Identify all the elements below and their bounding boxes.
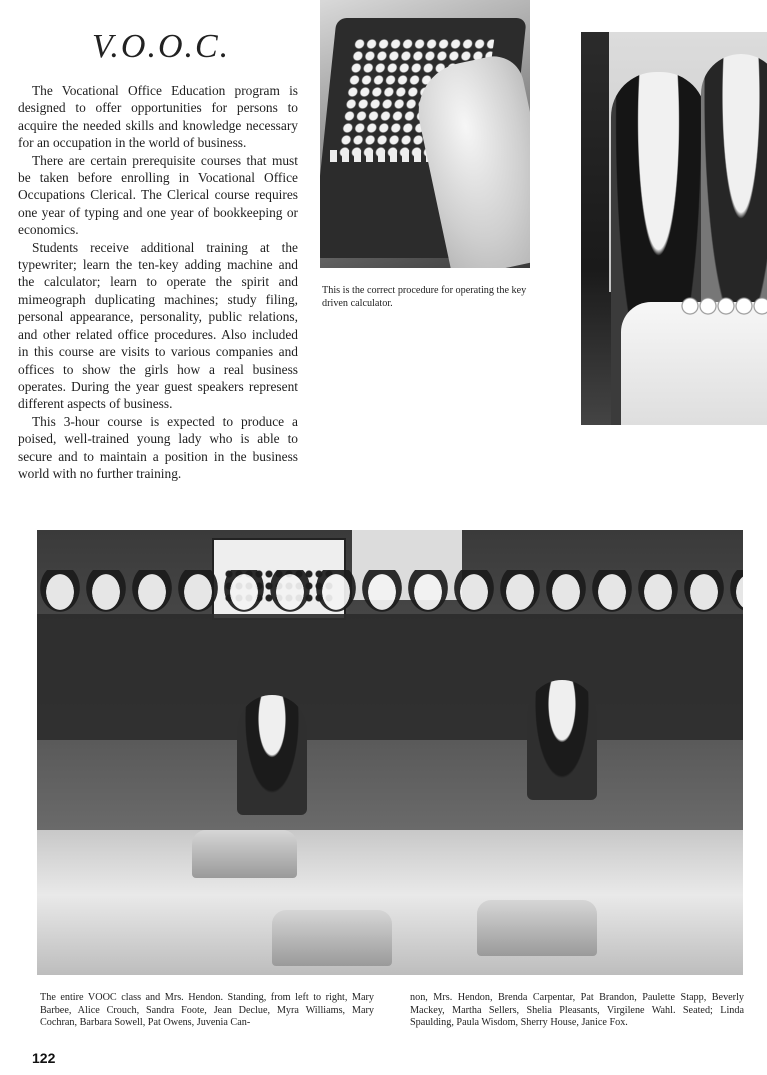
page-number: 122: [32, 1050, 56, 1066]
class-photo-caption: The entire VOOC class and Mrs. Hendon. Standing, from left to right, Mary Barbee, Alice Crouch, Sandra Foote, Jean Declue, Myra Williams, Mary Cochran, Barbara Sowell, Pat Owens, Juvenia Can-: [40, 992, 374, 1029]
typewriter: [477, 900, 597, 956]
tea-party-photo: [581, 32, 767, 425]
page-title: V.O.O.C.: [92, 28, 231, 65]
calculator-photo: [320, 0, 530, 268]
typewriter: [272, 910, 392, 966]
tea-table: [621, 302, 767, 425]
class-group-photo: [37, 530, 743, 975]
typewriter: [192, 830, 297, 878]
calculator-photo-caption: This is the correct procedure for operating the key driven calculator.: [322, 285, 527, 309]
seated-student: [527, 680, 597, 800]
article-paragraph: This 3-hour course is expected to produce a poised, well-trained young lady who is able to secure and to maintain a position in the business world with no further training.: [18, 413, 298, 481]
article-body: [18, 82, 298, 482]
article-paragraph: Students receive additional training at the typewriter; learn the ten-key adding machine and the calculator; learn to operate the spirit and mimeograph duplicating machines; study filing, personal appearance, personality, public relations, and other related office procedures. Also included in this course are visits to various companies and offices to show the girls how a real business operates. During the year guest speakers represent different aspects of business.: [18, 239, 298, 412]
standing-students: [37, 570, 743, 870]
seated-student: [237, 695, 307, 815]
article-paragraph: The Vocational Office Education program is designed to offer opportunities for persons to acquire the needed skills and knowledge necessary for an occupation in the world of business.: [18, 83, 298, 151]
article-paragraph: There are certain prerequisite courses that must be taken before enrolling in Vocational Office Occupations Clerical. The Clerical course requires one year of typing and one year of bookkeeping or economics.: [18, 152, 298, 238]
class-photo-caption-continued: non, Mrs. Hendon, Brenda Carpentar, Pat Brandon, Paulette Stapp, Beverly Mackey, Martha Sellers, Shelia Pleasants, Virgilene Wahl. Seated; Linda Spaulding, Paula Wisdom, Sherry House, Janice Fox.: [410, 992, 744, 1029]
tea-cups: [681, 294, 767, 318]
